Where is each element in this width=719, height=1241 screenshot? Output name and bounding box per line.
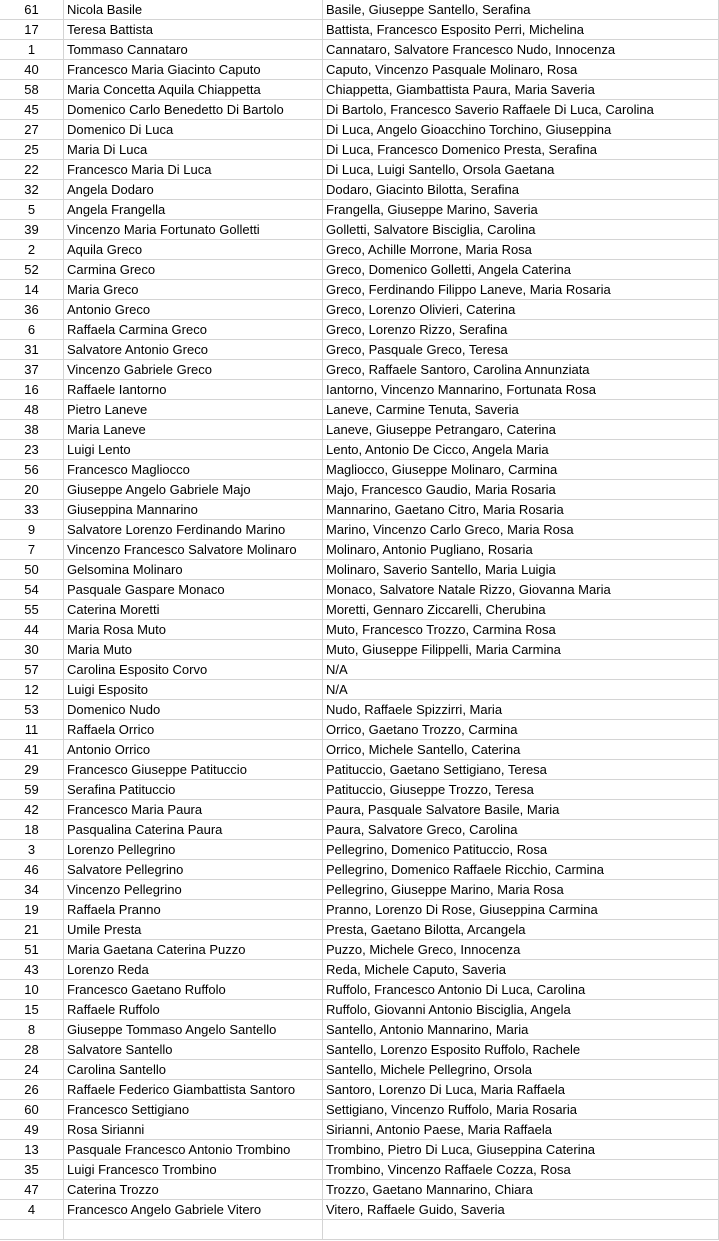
cell-parents[interactable]: Trombino, Pietro Di Luca, Giuseppina Caterina	[323, 1140, 719, 1160]
cell-parents[interactable]: Battista, Francesco Esposito Perri, Michelina	[323, 20, 719, 40]
cell-parents[interactable]: Trozzo, Gaetano Mannarino, Chiara	[323, 1180, 719, 1200]
cell-number[interactable]: 21	[0, 920, 64, 940]
cell-parents[interactable]: Santoro, Lorenzo Di Luca, Maria Raffaela	[323, 1080, 719, 1100]
cell-name[interactable]: Francesco Maria Giacinto Caputo	[64, 60, 323, 80]
cell-parents[interactable]: Settigiano, Vincenzo Ruffolo, Maria Rosaria	[323, 1100, 719, 1120]
table-row	[0, 360, 719, 380]
cell-parents[interactable]: Golletti, Salvatore Bisciglia, Carolina	[323, 220, 719, 240]
cell-number[interactable]: 20	[0, 480, 64, 500]
cell-name[interactable]: Salvatore Lorenzo Ferdinando Marino	[64, 520, 323, 540]
table-row	[0, 1040, 719, 1060]
cell-number[interactable]: 13	[0, 1140, 64, 1160]
table-row	[0, 520, 719, 540]
table-row	[0, 560, 719, 580]
cell-name[interactable]: Vincenzo Maria Fortunato Golletti	[64, 220, 323, 240]
table-row	[0, 1120, 719, 1140]
cell-name[interactable]: Domenico Di Luca	[64, 120, 323, 140]
table-row	[0, 1160, 719, 1180]
cell-parents[interactable]: Orrico, Gaetano Trozzo, Carmina	[323, 720, 719, 740]
cell-name[interactable]: Pasquale Francesco Antonio Trombino	[64, 1140, 323, 1160]
cell-number[interactable]: 49	[0, 1120, 64, 1140]
cell-parents[interactable]: Basile, Giuseppe Santello, Serafina	[323, 0, 719, 20]
cell-number[interactable]: 19	[0, 900, 64, 920]
cell-number[interactable]: 17	[0, 20, 64, 40]
table-row	[0, 440, 719, 460]
table-row	[0, 320, 719, 340]
cell-name[interactable]: Luigi Lento	[64, 440, 323, 460]
cell-name[interactable]: Raffaela Carmina Greco	[64, 320, 323, 340]
table-row	[0, 80, 719, 100]
cell-name[interactable]: Maria Greco	[64, 280, 323, 300]
cell-name[interactable]: Vincenzo Gabriele Greco	[64, 360, 323, 380]
table-row	[0, 1180, 719, 1200]
cell-number[interactable]: 41	[0, 740, 64, 760]
cell-number[interactable]: 16	[0, 380, 64, 400]
cell-number[interactable]: 35	[0, 1160, 64, 1180]
cell-number[interactable]: 14	[0, 280, 64, 300]
table-row	[0, 960, 719, 980]
cell-name[interactable]: Raffaele Iantorno	[64, 380, 323, 400]
cell-parents[interactable]: Puzzo, Michele Greco, Innocenza	[323, 940, 719, 960]
cell-parents[interactable]: Iantorno, Vincenzo Mannarino, Fortunata Rosa	[323, 380, 719, 400]
cell-parents[interactable]: Greco, Domenico Golletti, Angela Caterina	[323, 260, 719, 280]
cell-name[interactable]: Vincenzo Francesco Salvatore Molinaro	[64, 540, 323, 560]
cell-parents[interactable]: Greco, Lorenzo Olivieri, Caterina	[323, 300, 719, 320]
cell-number[interactable]	[0, 1220, 64, 1240]
table-row	[0, 600, 719, 620]
table-row	[0, 980, 719, 1000]
cell-parents[interactable]: Laneve, Giuseppe Petrangaro, Caterina	[323, 420, 719, 440]
cell-parents[interactable]: Vitero, Raffaele Guido, Saveria	[323, 1200, 719, 1220]
table-row	[0, 300, 719, 320]
cell-name[interactable]: Giuseppe Angelo Gabriele Majo	[64, 480, 323, 500]
table-row	[0, 160, 719, 180]
cell-parents[interactable]: Ruffolo, Francesco Antonio Di Luca, Carolina	[323, 980, 719, 1000]
cell-name[interactable]: Maria Di Luca	[64, 140, 323, 160]
cell-name[interactable]: Raffaela Pranno	[64, 900, 323, 920]
cell-number[interactable]: 1	[0, 40, 64, 60]
cell-number[interactable]: 18	[0, 820, 64, 840]
cell-name[interactable]: Pietro Laneve	[64, 400, 323, 420]
table-row	[0, 1100, 719, 1120]
table-row	[0, 120, 719, 140]
table-row	[0, 260, 719, 280]
cell-parents[interactable]: Ruffolo, Giovanni Antonio Bisciglia, Angela	[323, 1000, 719, 1020]
table-row	[0, 400, 719, 420]
cell-parents[interactable]: N/A	[323, 680, 719, 700]
cell-name[interactable]: Luigi Esposito	[64, 680, 323, 700]
cell-number[interactable]: 47	[0, 1180, 64, 1200]
cell-number[interactable]: 28	[0, 1040, 64, 1060]
cell-number[interactable]: 2	[0, 240, 64, 260]
cell-name[interactable]: Salvatore Santello	[64, 1040, 323, 1060]
table-row	[0, 40, 719, 60]
cell-number[interactable]: 50	[0, 560, 64, 580]
cell-parents[interactable]: Molinaro, Antonio Pugliano, Rosaria	[323, 540, 719, 560]
cell-number[interactable]: 36	[0, 300, 64, 320]
cell-name[interactable]: Aquila Greco	[64, 240, 323, 260]
cell-name[interactable]: Lorenzo Pellegrino	[64, 840, 323, 860]
cell-parents[interactable]: Greco, Pasquale Greco, Teresa	[323, 340, 719, 360]
cell-parents[interactable]: Nudo, Raffaele Spizzirri, Maria	[323, 700, 719, 720]
cell-number[interactable]: 37	[0, 360, 64, 380]
table-row	[0, 380, 719, 400]
table-row	[0, 880, 719, 900]
cell-name[interactable]: Raffaele Federico Giambattista Santoro	[64, 1080, 323, 1100]
table-row	[0, 840, 719, 860]
table-row	[0, 240, 719, 260]
cell-name[interactable]: Giuseppina Mannarino	[64, 500, 323, 520]
table-row	[0, 660, 719, 680]
cell-number[interactable]: 43	[0, 960, 64, 980]
table-row	[0, 340, 719, 360]
table-row	[0, 1080, 719, 1100]
cell-parents[interactable]: Patituccio, Gaetano Settigiano, Teresa	[323, 760, 719, 780]
cell-name[interactable]: Vincenzo Pellegrino	[64, 880, 323, 900]
cell-parents[interactable]: Patituccio, Giuseppe Trozzo, Teresa	[323, 780, 719, 800]
cell-parents[interactable]: Orrico, Michele Santello, Caterina	[323, 740, 719, 760]
cell-number[interactable]: 42	[0, 800, 64, 820]
cell-name[interactable]: Antonio Orrico	[64, 740, 323, 760]
cell-name[interactable]: Raffaele Ruffolo	[64, 1000, 323, 1020]
cell-parents[interactable]: Marino, Vincenzo Carlo Greco, Maria Rosa	[323, 520, 719, 540]
cell-name[interactable]: Antonio Greco	[64, 300, 323, 320]
cell-parents[interactable]: Pellegrino, Domenico Patituccio, Rosa	[323, 840, 719, 860]
cell-parents[interactable]: Moretti, Gennaro Ziccarelli, Cherubina	[323, 600, 719, 620]
cell-name[interactable]: Teresa Battista	[64, 20, 323, 40]
cell-parents[interactable]: Magliocco, Giuseppe Molinaro, Carmina	[323, 460, 719, 480]
cell-parents[interactable]: Greco, Achille Morrone, Maria Rosa	[323, 240, 719, 260]
cell-name[interactable]: Maria Rosa Muto	[64, 620, 323, 640]
cell-name[interactable]: Caterina Trozzo	[64, 1180, 323, 1200]
cell-name[interactable]: Francesco Settigiano	[64, 1100, 323, 1120]
cell-number[interactable]: 56	[0, 460, 64, 480]
cell-number[interactable]: 34	[0, 880, 64, 900]
cell-parents[interactable]: Santello, Lorenzo Esposito Ruffolo, Rachele	[323, 1040, 719, 1060]
cell-name[interactable]: Domenico Carlo Benedetto Di Bartolo	[64, 100, 323, 120]
cell-number[interactable]: 15	[0, 1000, 64, 1020]
cell-number[interactable]: 38	[0, 420, 64, 440]
cell-parents[interactable]: Paura, Salvatore Greco, Carolina	[323, 820, 719, 840]
cell-name[interactable]: Umile Presta	[64, 920, 323, 940]
table-row	[0, 480, 719, 500]
cell-number[interactable]: 4	[0, 1200, 64, 1220]
cell-name[interactable]: Tommaso Cannataro	[64, 40, 323, 60]
table-row	[0, 60, 719, 80]
cell-parents[interactable]: Reda, Michele Caputo, Saveria	[323, 960, 719, 980]
cell-name[interactable]: Maria Concetta Aquila Chiappetta	[64, 80, 323, 100]
cell-number[interactable]: 23	[0, 440, 64, 460]
table-row	[0, 620, 719, 640]
cell-parents[interactable]: Sirianni, Antonio Paese, Maria Raffaela	[323, 1120, 719, 1140]
cell-parents[interactable]: N/A	[323, 660, 719, 680]
cell-name[interactable]: Pasquale Gaspare Monaco	[64, 580, 323, 600]
cell-number[interactable]: 39	[0, 220, 64, 240]
cell-number[interactable]: 12	[0, 680, 64, 700]
cell-number[interactable]: 27	[0, 120, 64, 140]
cell-name[interactable]: Francesco Magliocco	[64, 460, 323, 480]
cell-parents[interactable]: Pranno, Lorenzo Di Rose, Giuseppina Carmina	[323, 900, 719, 920]
cell-number[interactable]: 61	[0, 0, 64, 20]
cell-name[interactable]: Luigi Francesco Trombino	[64, 1160, 323, 1180]
cell-name[interactable]: Pasqualina Caterina Paura	[64, 820, 323, 840]
cell-number[interactable]: 25	[0, 140, 64, 160]
cell-parents[interactable]: Dodaro, Giacinto Bilotta, Serafina	[323, 180, 719, 200]
cell-number[interactable]: 7	[0, 540, 64, 560]
cell-name[interactable]: Serafina Patituccio	[64, 780, 323, 800]
cell-number[interactable]: 29	[0, 760, 64, 780]
cell-parents[interactable]: Mannarino, Gaetano Citro, Maria Rosaria	[323, 500, 719, 520]
cell-number[interactable]: 26	[0, 1080, 64, 1100]
table-row	[0, 800, 719, 820]
cell-name[interactable]: Raffaela Orrico	[64, 720, 323, 740]
cell-name[interactable]: Francesco Maria Paura	[64, 800, 323, 820]
cell-name[interactable]: Carmina Greco	[64, 260, 323, 280]
cell-parents[interactable]: Di Luca, Angelo Gioacchino Torchino, Giuseppina	[323, 120, 719, 140]
cell-number[interactable]: 9	[0, 520, 64, 540]
cell-parents[interactable]: Paura, Pasquale Salvatore Basile, Maria	[323, 800, 719, 820]
table-row	[0, 900, 719, 920]
cell-parents[interactable]: Santello, Michele Pellegrino, Orsola	[323, 1060, 719, 1080]
cell-number[interactable]: 57	[0, 660, 64, 680]
cell-number[interactable]: 33	[0, 500, 64, 520]
cell-parents[interactable]: Chiappetta, Giambattista Paura, Maria Saveria	[323, 80, 719, 100]
cell-number[interactable]: 40	[0, 60, 64, 80]
table-row	[0, 100, 719, 120]
cell-parents[interactable]: Santello, Antonio Mannarino, Maria	[323, 1020, 719, 1040]
cell-number[interactable]: 53	[0, 700, 64, 720]
table-row	[0, 760, 719, 780]
table-row	[0, 540, 719, 560]
cell-number[interactable]: 6	[0, 320, 64, 340]
cell-number[interactable]: 24	[0, 1060, 64, 1080]
cell-parents[interactable]: Pellegrino, Domenico Raffaele Ricchio, Carmina	[323, 860, 719, 880]
cell-parents[interactable]: Majo, Francesco Gaudio, Maria Rosaria	[323, 480, 719, 500]
table-row	[0, 640, 719, 660]
cell-parents[interactable]: Presta, Gaetano Bilotta, Arcangela	[323, 920, 719, 940]
table-row	[0, 460, 719, 480]
cell-parents[interactable]: Di Luca, Francesco Domenico Presta, Serafina	[323, 140, 719, 160]
table-row	[0, 20, 719, 40]
cell-number[interactable]: 51	[0, 940, 64, 960]
cell-number[interactable]: 5	[0, 200, 64, 220]
cell-number[interactable]: 22	[0, 160, 64, 180]
table-row	[0, 700, 719, 720]
cell-parents[interactable]: Di Bartolo, Francesco Saverio Raffaele Di Luca, Carolina	[323, 100, 719, 120]
cell-name[interactable]: Domenico Nudo	[64, 700, 323, 720]
cell-parents[interactable]: Monaco, Salvatore Natale Rizzo, Giovanna Maria	[323, 580, 719, 600]
cell-name[interactable]: Francesco Gaetano Ruffolo	[64, 980, 323, 1000]
cell-parents[interactable]: Laneve, Carmine Tenuta, Saveria	[323, 400, 719, 420]
table-row	[0, 920, 719, 940]
cell-parents[interactable]: Pellegrino, Giuseppe Marino, Maria Rosa	[323, 880, 719, 900]
table-row	[0, 180, 719, 200]
empty-row	[0, 1220, 719, 1240]
cell-name[interactable]: Giuseppe Tommaso Angelo Santello	[64, 1020, 323, 1040]
cell-name[interactable]: Salvatore Antonio Greco	[64, 340, 323, 360]
cell-name[interactable]: Salvatore Pellegrino	[64, 860, 323, 880]
cell-number[interactable]: 10	[0, 980, 64, 1000]
cell-parents[interactable]: Muto, Francesco Trozzo, Carmina Rosa	[323, 620, 719, 640]
cell-number[interactable]: 59	[0, 780, 64, 800]
cell-number[interactable]: 11	[0, 720, 64, 740]
cell-number[interactable]: 52	[0, 260, 64, 280]
table-row	[0, 220, 719, 240]
cell-name[interactable]: Nicola Basile	[64, 0, 323, 20]
cell-number[interactable]: 30	[0, 640, 64, 660]
table-row	[0, 140, 719, 160]
cell-name[interactable]: Lorenzo Reda	[64, 960, 323, 980]
cell-number[interactable]: 55	[0, 600, 64, 620]
cell-number[interactable]: 46	[0, 860, 64, 880]
cell-parents[interactable]: Muto, Giuseppe Filippelli, Maria Carmina	[323, 640, 719, 660]
cell-number[interactable]: 44	[0, 620, 64, 640]
table-row	[0, 580, 719, 600]
cell-number[interactable]: 32	[0, 180, 64, 200]
table-row	[0, 820, 719, 840]
table-row	[0, 720, 719, 740]
cell-name[interactable]: Francesco Maria Di Luca	[64, 160, 323, 180]
cell-name[interactable]: Maria Laneve	[64, 420, 323, 440]
cell-parents[interactable]: Greco, Raffaele Santoro, Carolina Annunziata	[323, 360, 719, 380]
cell-parents[interactable]: Greco, Ferdinando Filippo Laneve, Maria Rosaria	[323, 280, 719, 300]
cell-name[interactable]	[64, 1220, 323, 1240]
table-row	[0, 420, 719, 440]
cell-number[interactable]: 3	[0, 840, 64, 860]
table-row	[0, 1140, 719, 1160]
table-row	[0, 280, 719, 300]
cell-number[interactable]: 45	[0, 100, 64, 120]
cell-parents[interactable]: Greco, Lorenzo Rizzo, Serafina	[323, 320, 719, 340]
cell-parents[interactable]: Caputo, Vincenzo Pasquale Molinaro, Rosa	[323, 60, 719, 80]
cell-name[interactable]: Maria Muto	[64, 640, 323, 660]
cell-parents[interactable]: Trombino, Vincenzo Raffaele Cozza, Rosa	[323, 1160, 719, 1180]
cell-name[interactable]: Francesco Angelo Gabriele Vitero	[64, 1200, 323, 1220]
table-row	[0, 1060, 719, 1080]
cell-name[interactable]: Gelsomina Molinaro	[64, 560, 323, 580]
table-row	[0, 860, 719, 880]
cell-parents[interactable]: Lento, Antonio De Cicco, Angela Maria	[323, 440, 719, 460]
cell-number[interactable]: 8	[0, 1020, 64, 1040]
cell-name[interactable]: Angela Frangella	[64, 200, 323, 220]
cell-number[interactable]: 31	[0, 340, 64, 360]
cell-parents[interactable]	[323, 1220, 719, 1240]
cell-name[interactable]: Francesco Giuseppe Patituccio	[64, 760, 323, 780]
cell-number[interactable]: 48	[0, 400, 64, 420]
cell-name[interactable]: Carolina Esposito Corvo	[64, 660, 323, 680]
table-row	[0, 940, 719, 960]
cell-parents[interactable]: Molinaro, Saverio Santello, Maria Luigia	[323, 560, 719, 580]
table-row	[0, 780, 719, 800]
cell-name[interactable]: Maria Gaetana Caterina Puzzo	[64, 940, 323, 960]
cell-name[interactable]: Carolina Santello	[64, 1060, 323, 1080]
cell-parents[interactable]: Cannataro, Salvatore Francesco Nudo, Innocenza	[323, 40, 719, 60]
cell-number[interactable]: 58	[0, 80, 64, 100]
cell-parents[interactable]: Frangella, Giuseppe Marino, Saveria	[323, 200, 719, 220]
cell-name[interactable]: Rosa Sirianni	[64, 1120, 323, 1140]
table-row	[0, 740, 719, 760]
table-row	[0, 0, 719, 20]
cell-number[interactable]: 60	[0, 1100, 64, 1120]
table-row	[0, 200, 719, 220]
table-row	[0, 1000, 719, 1020]
cell-parents[interactable]: Di Luca, Luigi Santello, Orsola Gaetana	[323, 160, 719, 180]
table-row	[0, 680, 719, 700]
table-row	[0, 1020, 719, 1040]
cell-name[interactable]: Caterina Moretti	[64, 600, 323, 620]
cell-name[interactable]: Angela Dodaro	[64, 180, 323, 200]
table-row	[0, 1200, 719, 1220]
table-row	[0, 500, 719, 520]
cell-number[interactable]: 54	[0, 580, 64, 600]
